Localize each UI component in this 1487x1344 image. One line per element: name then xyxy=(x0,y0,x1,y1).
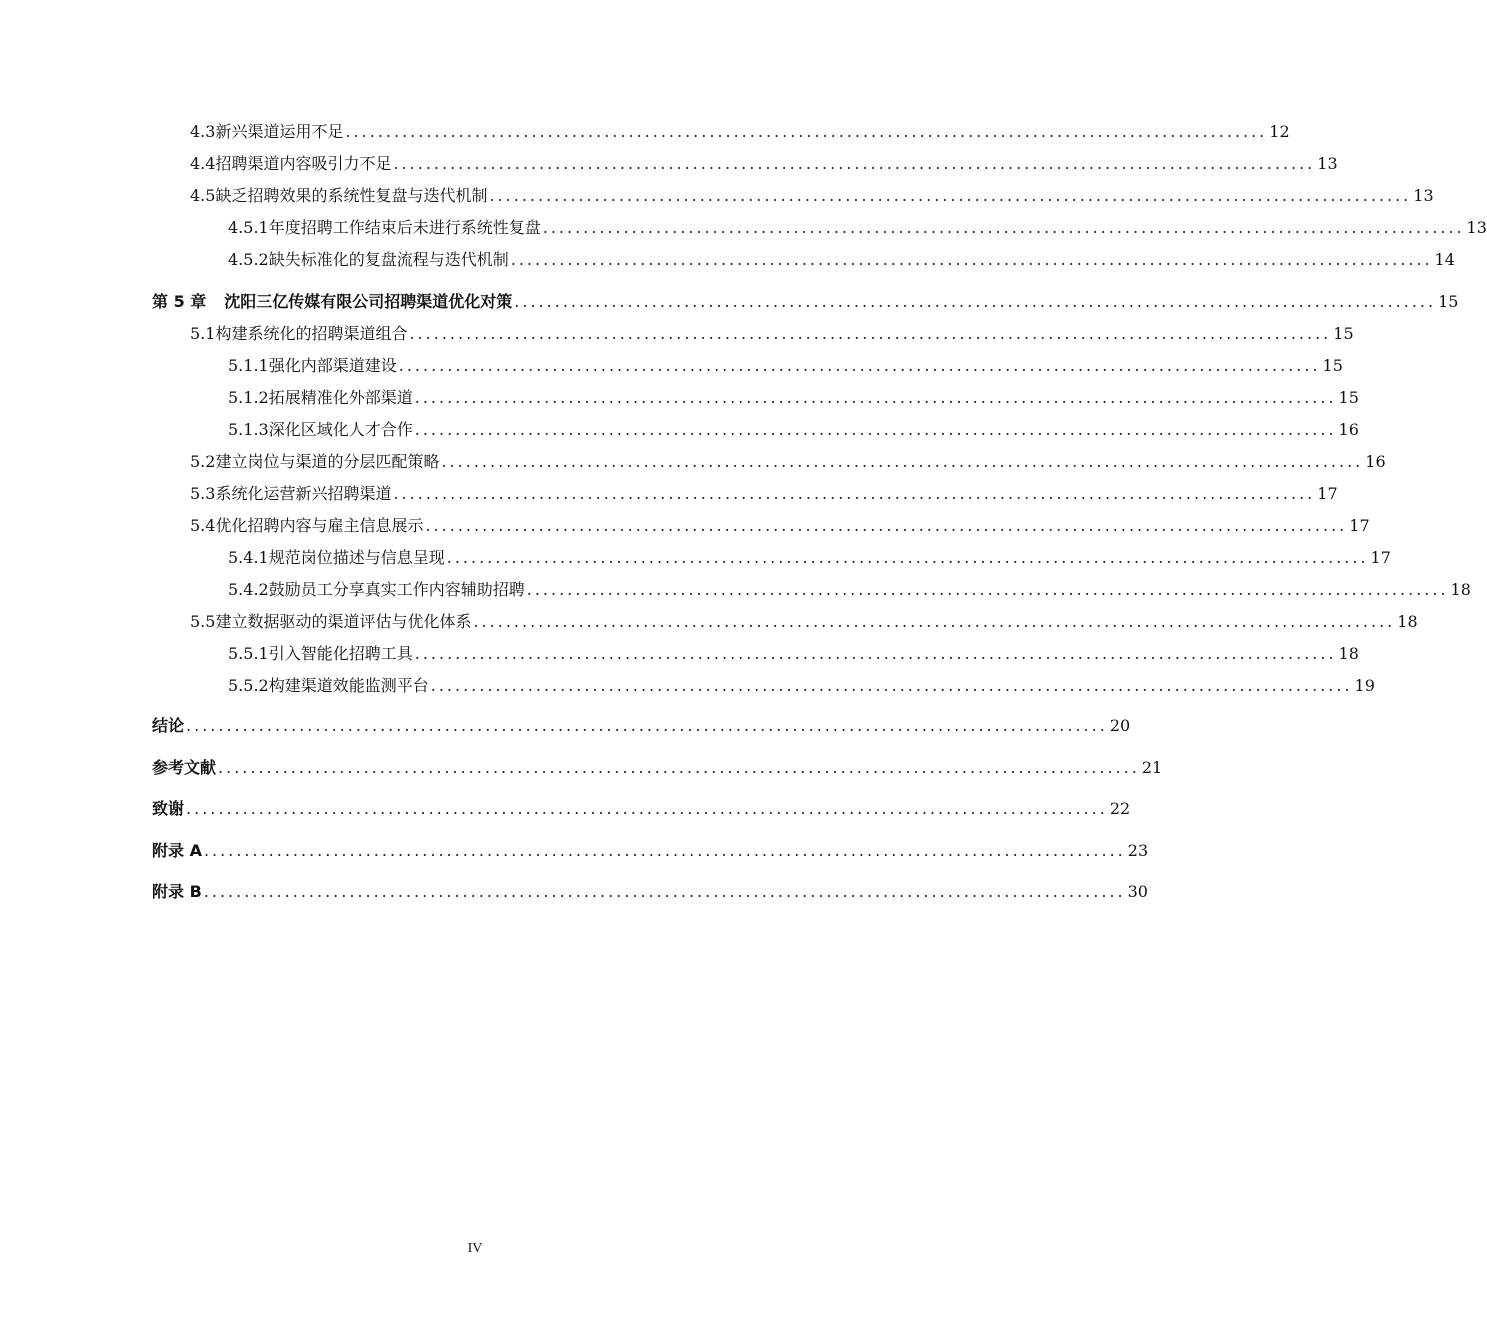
toc-leader: .................................................................................................................. xyxy=(414,388,1337,407)
toc-title: 附录 B xyxy=(152,882,202,901)
toc-page-number: 15 xyxy=(1333,324,1354,343)
toc-page-number: 15 xyxy=(1338,388,1359,407)
toc-title: 强化内部渠道建设 xyxy=(268,356,397,375)
toc-title: 深化区域化人才合作 xyxy=(268,420,413,439)
toc-number: 4.3 xyxy=(190,122,216,141)
toc-page-number: 15 xyxy=(1438,292,1459,311)
toc-page-number: 14 xyxy=(1434,250,1455,269)
toc-page-number: 17 xyxy=(1317,484,1338,503)
toc-number: 4.5.1 xyxy=(228,218,269,237)
toc-number: 4.5 xyxy=(190,186,216,205)
toc-chapter-entry[interactable] xyxy=(152,290,1459,314)
toc-page-number: 19 xyxy=(1354,676,1375,695)
toc-title: 建立岗位与渠道的分层匹配策略 xyxy=(215,452,440,471)
toc-title: 系统化运营新兴招聘渠道 xyxy=(215,484,392,503)
toc-chapter-entry[interactable] xyxy=(152,839,1149,863)
toc-leader: .................................................................................................................. xyxy=(430,676,1353,695)
toc-page-number: 18 xyxy=(1338,644,1359,663)
toc-entry[interactable] xyxy=(228,578,1471,602)
toc-title: 拓展精准化外部渠道 xyxy=(268,388,413,407)
toc-leader: .................................................................................................................. xyxy=(218,758,1140,777)
toc-entry[interactable] xyxy=(190,152,1338,176)
toc-leader: .................................................................................................................. xyxy=(203,882,1126,901)
toc-title: 沈阳三亿传媒有限公司招聘渠道优化对策 xyxy=(224,292,513,311)
toc-number: 5.4.1 xyxy=(228,548,269,567)
toc-page-number: 13 xyxy=(1317,154,1338,173)
toc-leader: .................................................................................................................. xyxy=(489,186,1412,205)
toc-page-number: 30 xyxy=(1127,882,1148,901)
toc-leader: .................................................................................................................. xyxy=(203,841,1126,860)
toc-title: 鼓励员工分享真实工作内容辅助招聘 xyxy=(268,580,525,599)
toc-title: 构建系统化的招聘渠道组合 xyxy=(215,324,408,343)
toc-leader: .................................................................................................................. xyxy=(409,324,1332,343)
toc-chapter-entry[interactable] xyxy=(152,756,1163,780)
toc-leader: .................................................................................................................. xyxy=(393,484,1316,503)
toc-entry[interactable] xyxy=(190,482,1338,506)
toc-title: 引入智能化招聘工具 xyxy=(268,644,413,663)
toc-leader: .................................................................................................................. xyxy=(414,420,1337,439)
toc-page-number: 15 xyxy=(1322,356,1343,375)
toc-entry[interactable] xyxy=(228,354,1343,378)
toc-entry[interactable] xyxy=(190,120,1290,144)
toc-number: 5.5.2 xyxy=(228,676,269,695)
toc-page-number: 17 xyxy=(1370,548,1391,567)
toc-chapter-entry[interactable] xyxy=(152,880,1148,904)
toc-chapter-entry[interactable] xyxy=(152,714,1131,738)
toc-leader: .................................................................................................................. xyxy=(186,799,1108,818)
toc-number: 5.1.3 xyxy=(228,420,269,439)
page-footer-number: IV xyxy=(467,1241,483,1256)
toc-leader: .................................................................................................................. xyxy=(542,218,1465,237)
toc-chapter-number: 第 5 章 xyxy=(152,292,207,311)
toc-page-number: 20 xyxy=(1109,716,1131,735)
toc-title: 招聘渠道内容吸引力不足 xyxy=(215,154,392,173)
toc-number: 5.1.1 xyxy=(228,356,269,375)
toc-leader: .................................................................................................................. xyxy=(526,580,1449,599)
toc-number: 5.1 xyxy=(190,324,216,343)
toc-number: 5.4 xyxy=(190,516,216,535)
toc-page-number: 16 xyxy=(1338,420,1359,439)
toc-page-number: 16 xyxy=(1365,452,1386,471)
toc-title: 规范岗位描述与信息呈现 xyxy=(268,548,445,567)
toc-number: 5.5.1 xyxy=(228,644,269,663)
toc-page-number: 17 xyxy=(1349,516,1370,535)
toc-title: 构建渠道效能监测平台 xyxy=(268,676,429,695)
toc-page-number: 13 xyxy=(1466,218,1487,237)
toc-number: 5.3 xyxy=(190,484,216,503)
toc-title: 参考文献 xyxy=(152,758,217,777)
toc-entry[interactable] xyxy=(228,216,1487,240)
toc-title: 优化招聘内容与雇主信息展示 xyxy=(215,516,424,535)
toc-number: 5.5 xyxy=(190,612,216,631)
toc-chapter-entry[interactable] xyxy=(152,797,1131,821)
toc-entry[interactable] xyxy=(228,386,1359,410)
toc-leader: .................................................................................................................. xyxy=(514,292,1437,311)
toc-entry[interactable] xyxy=(228,248,1455,272)
toc-page-number: 21 xyxy=(1141,758,1163,777)
toc-page-number: 22 xyxy=(1109,799,1131,818)
toc-entry[interactable] xyxy=(190,514,1370,538)
toc-title: 缺乏招聘效果的系统性复盘与迭代机制 xyxy=(215,186,488,205)
toc-title: 新兴渠道运用不足 xyxy=(215,122,344,141)
toc-leader: .................................................................................................................. xyxy=(398,356,1321,375)
toc-entry[interactable] xyxy=(190,450,1386,474)
toc-entry[interactable] xyxy=(190,184,1434,208)
toc-title: 建立数据驱动的渠道评估与优化体系 xyxy=(215,612,472,631)
toc-leader: .................................................................................................................. xyxy=(441,452,1364,471)
toc-entry[interactable] xyxy=(228,418,1359,442)
toc-leader: .................................................................................................................. xyxy=(186,716,1108,735)
toc-leader: .................................................................................................................. xyxy=(345,122,1268,141)
toc-title: 附录 A xyxy=(152,841,202,860)
toc-leader: .................................................................................................................. xyxy=(510,250,1433,269)
toc-leader: .................................................................................................................. xyxy=(446,548,1369,567)
toc-title: 年度招聘工作结束后未进行系统性复盘 xyxy=(268,218,541,237)
toc-page-number: 12 xyxy=(1269,122,1290,141)
toc-page-number: 18 xyxy=(1450,580,1471,599)
toc-leader: .................................................................................................................. xyxy=(473,612,1396,631)
toc-leader: .................................................................................................................. xyxy=(393,154,1316,173)
toc-page-number: 18 xyxy=(1397,612,1418,631)
toc-entry[interactable] xyxy=(228,546,1391,570)
toc-number: 5.4.2 xyxy=(228,580,269,599)
toc-number: 5.2 xyxy=(190,452,216,471)
toc-page-number: 13 xyxy=(1413,186,1434,205)
toc-title: 结论 xyxy=(152,716,185,735)
toc-entry[interactable] xyxy=(228,642,1359,666)
toc-page-number: 23 xyxy=(1127,841,1149,860)
toc-leader: .................................................................................................................. xyxy=(425,516,1348,535)
toc-entry[interactable] xyxy=(190,322,1354,346)
toc-title: 缺失标准化的复盘流程与迭代机制 xyxy=(268,250,509,269)
toc-number: 4.4 xyxy=(190,154,216,173)
toc-number: 4.5.2 xyxy=(228,250,269,269)
toc-entry[interactable] xyxy=(190,610,1418,634)
toc-entry[interactable] xyxy=(228,674,1375,698)
toc-number: 5.1.2 xyxy=(228,388,269,407)
toc-title: 致谢 xyxy=(152,799,185,818)
toc-leader: .................................................................................................................. xyxy=(414,644,1337,663)
